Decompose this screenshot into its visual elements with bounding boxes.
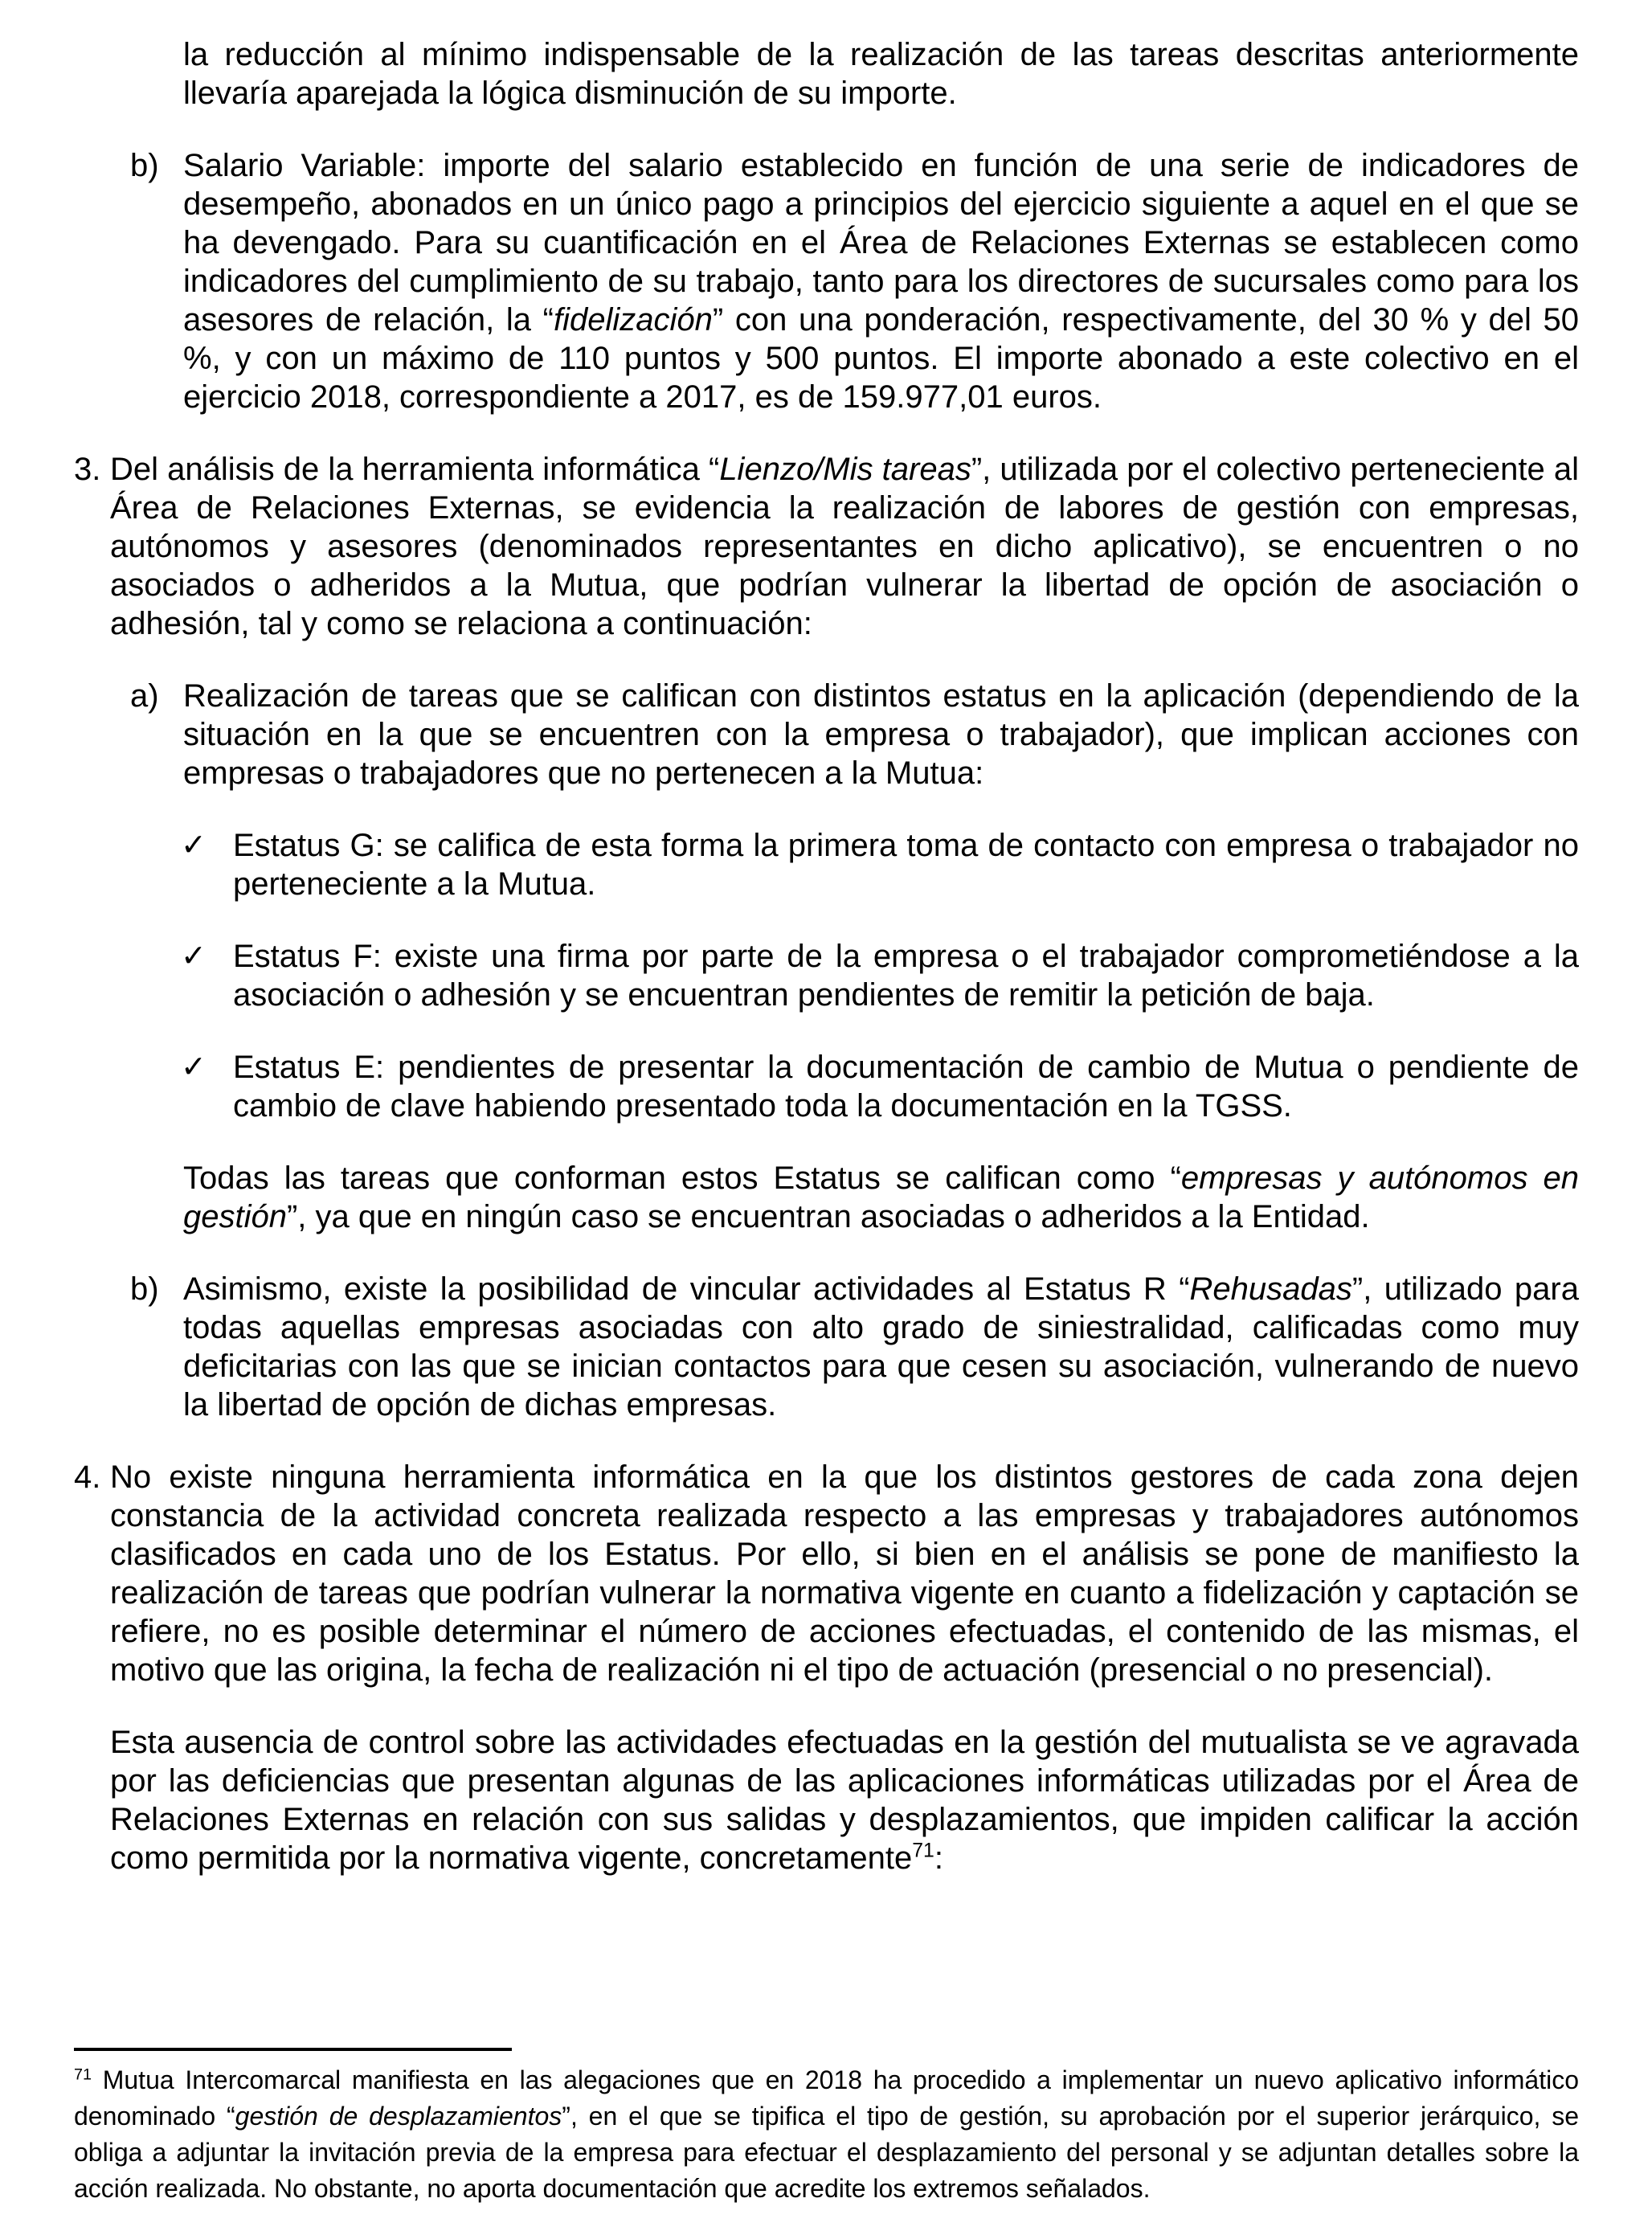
list-item-b-salario-variable — [130, 146, 1579, 416]
list-marker-a: a) — [130, 678, 159, 714]
paragraph-text: Estatus G: se califica de esta forma la primera toma de contacto con empresa o trabajador no perteneciente a la Mutua. — [233, 828, 1579, 902]
paragraph-text: Realización de tareas que se califican con distintos estatus en la aplicación (dependiendo de la situación en la que se encuentren con la empresa o trabajador), que implican acciones con empresas o trabajadores que no pertenecen a la Mutua: — [183, 678, 1579, 791]
check-icon: ✓ — [181, 1050, 206, 1084]
continuation-paragraph — [183, 35, 1579, 113]
footnote-separator — [74, 2048, 512, 2051]
paragraph-text: la reducción al mínimo indispensable de la realización de las tareas descritas anteriormente llevaría aparejada la lógica disminución de su importe. — [183, 37, 1579, 111]
check-icon: ✓ — [181, 939, 206, 973]
paragraph-text: Estatus F: existe una firma por parte de la empresa o el trabajador comprometiéndose a la asociación o adhesión y se encuentran pendientes de remitir la petición de baja. — [233, 939, 1579, 1013]
footnote — [74, 2048, 1579, 2207]
paragraph-esta-ausencia — [110, 1723, 1579, 1877]
list-marker-4: 4. — [74, 1459, 101, 1495]
paragraph-text: Estatus E: pendientes de presentar la documentación de cambio de Mutua o pendiente de cambio de clave habiendo presentado toda la documentación en la TGSS. — [233, 1050, 1579, 1124]
paragraph-text: No existe ninguna herramienta informática en la que los distintos gestores de cada zona dejen constancia de la actividad concreta realizada respecto a las empresas y trabajadores autónomos clasificados en cada uno de los Estatus. Por ello, si bien en el análisis se pone de manifiesto la realización de tareas que podrían vulnerar la normativa vigente en cuanto a fidelización y captación se refiere, no es posible determinar el número de acciones efectuadas, el contenido de las mismas, el motivo que las origina, la fecha de realización ni el tipo de actuación (presencial o no presencial). — [110, 1459, 1579, 1688]
paragraph-text: Del análisis de la herramienta informática “Lienzo/Mis tareas”, utilizada por el colectivo perteneciente al Área de Relaciones Externas, se evidencia la realización de labores de gestión con empresas, autónomos y asesores (denominados representantes en dicho aplicativo), se encuentren o no asociados o adheridos a la Mutua, que podrían vulnerar la libertad de opción de asociación o adhesión, tal y como se relaciona a continuación: — [110, 452, 1579, 641]
list-marker-b: b) — [130, 1271, 159, 1307]
paragraph-text: Esta ausencia de control sobre las actividades efectuadas en la gestión del mutualista se ve agravada por las deficiencias que presentan algunas de las aplicaciones informáticas utilizadas por el Área de Relaciones Externas en relación con sus salidas y desplazamientos, que impiden calificar la acción como permitida por la normativa vigente, concretamente$^{71}$: — [110, 1725, 1579, 1876]
footnote-text: $^{71}$ Mutua Intercomarcal manifiesta en las alegaciones que en 2018 ha procedido a implementar un nuevo aplicativo informático denominado “gestión de desplazamientos”, en el que se tipifica el tipo de gestión, su aprobación por el superior jerárquico, se obliga a adjuntar la invitación previa de la empresa para efectuar el desplazamiento del personal y se adjuntan detalles sobre la acción realizada. No obstante, no aporta documentación que acredite los extremos señalados. — [74, 2065, 1580, 2203]
check-item-estatus-g — [181, 826, 1579, 903]
check-item-estatus-f — [181, 937, 1579, 1014]
list-marker-3: 3. — [74, 452, 101, 487]
list-item-b-asimismo — [130, 1270, 1579, 1424]
check-item-estatus-e — [181, 1048, 1579, 1125]
check-icon: ✓ — [181, 829, 206, 862]
list-marker-b: b) — [130, 148, 159, 183]
list-item-3 — [74, 450, 1579, 643]
list-item-4 — [74, 1458, 1579, 1689]
paragraph-text: Asimismo, existe la posibilidad de vincular actividades al Estatus R “Rehusadas”, utilizado para todas aquellas empresas asociadas con alto grado de siniestralidad, calificadas como muy deficitarias con las que se inician contactos para que cesen su asociación, vulnerando de nuevo la libertad de opción de dichas empresas. — [183, 1271, 1579, 1423]
list-item-a-realizacion — [130, 677, 1579, 792]
paragraph-todas-las-tareas — [183, 1159, 1579, 1236]
paragraph-text: Salario Variable: importe del salario establecido en función de una serie de indicadores de desempeño, abonados en un único pago a principios del ejercicio siguiente a aquel en el que se ha devengado. Para su cuantificación en el Área de Relaciones Externas se establecen como indicadores del cumplimiento de su trabajo, tanto para los directores de sucursales como para los asesores de relación, la “fidelización” con una ponderación, respectivamente, del 30 % y del 50 %, y con un máximo de 110 puntos y 500 puntos. El importe abonado a este colectivo en el ejercicio 2018, correspondiente a 2017, es de 159.977,01 euros. — [183, 148, 1579, 415]
paragraph-text: Todas las tareas que conforman estos Estatus se califican como “empresas y autónomos en gestión”, ya que en ningún caso se encuentran asociadas o adheridos a la Entidad. — [183, 1161, 1580, 1234]
